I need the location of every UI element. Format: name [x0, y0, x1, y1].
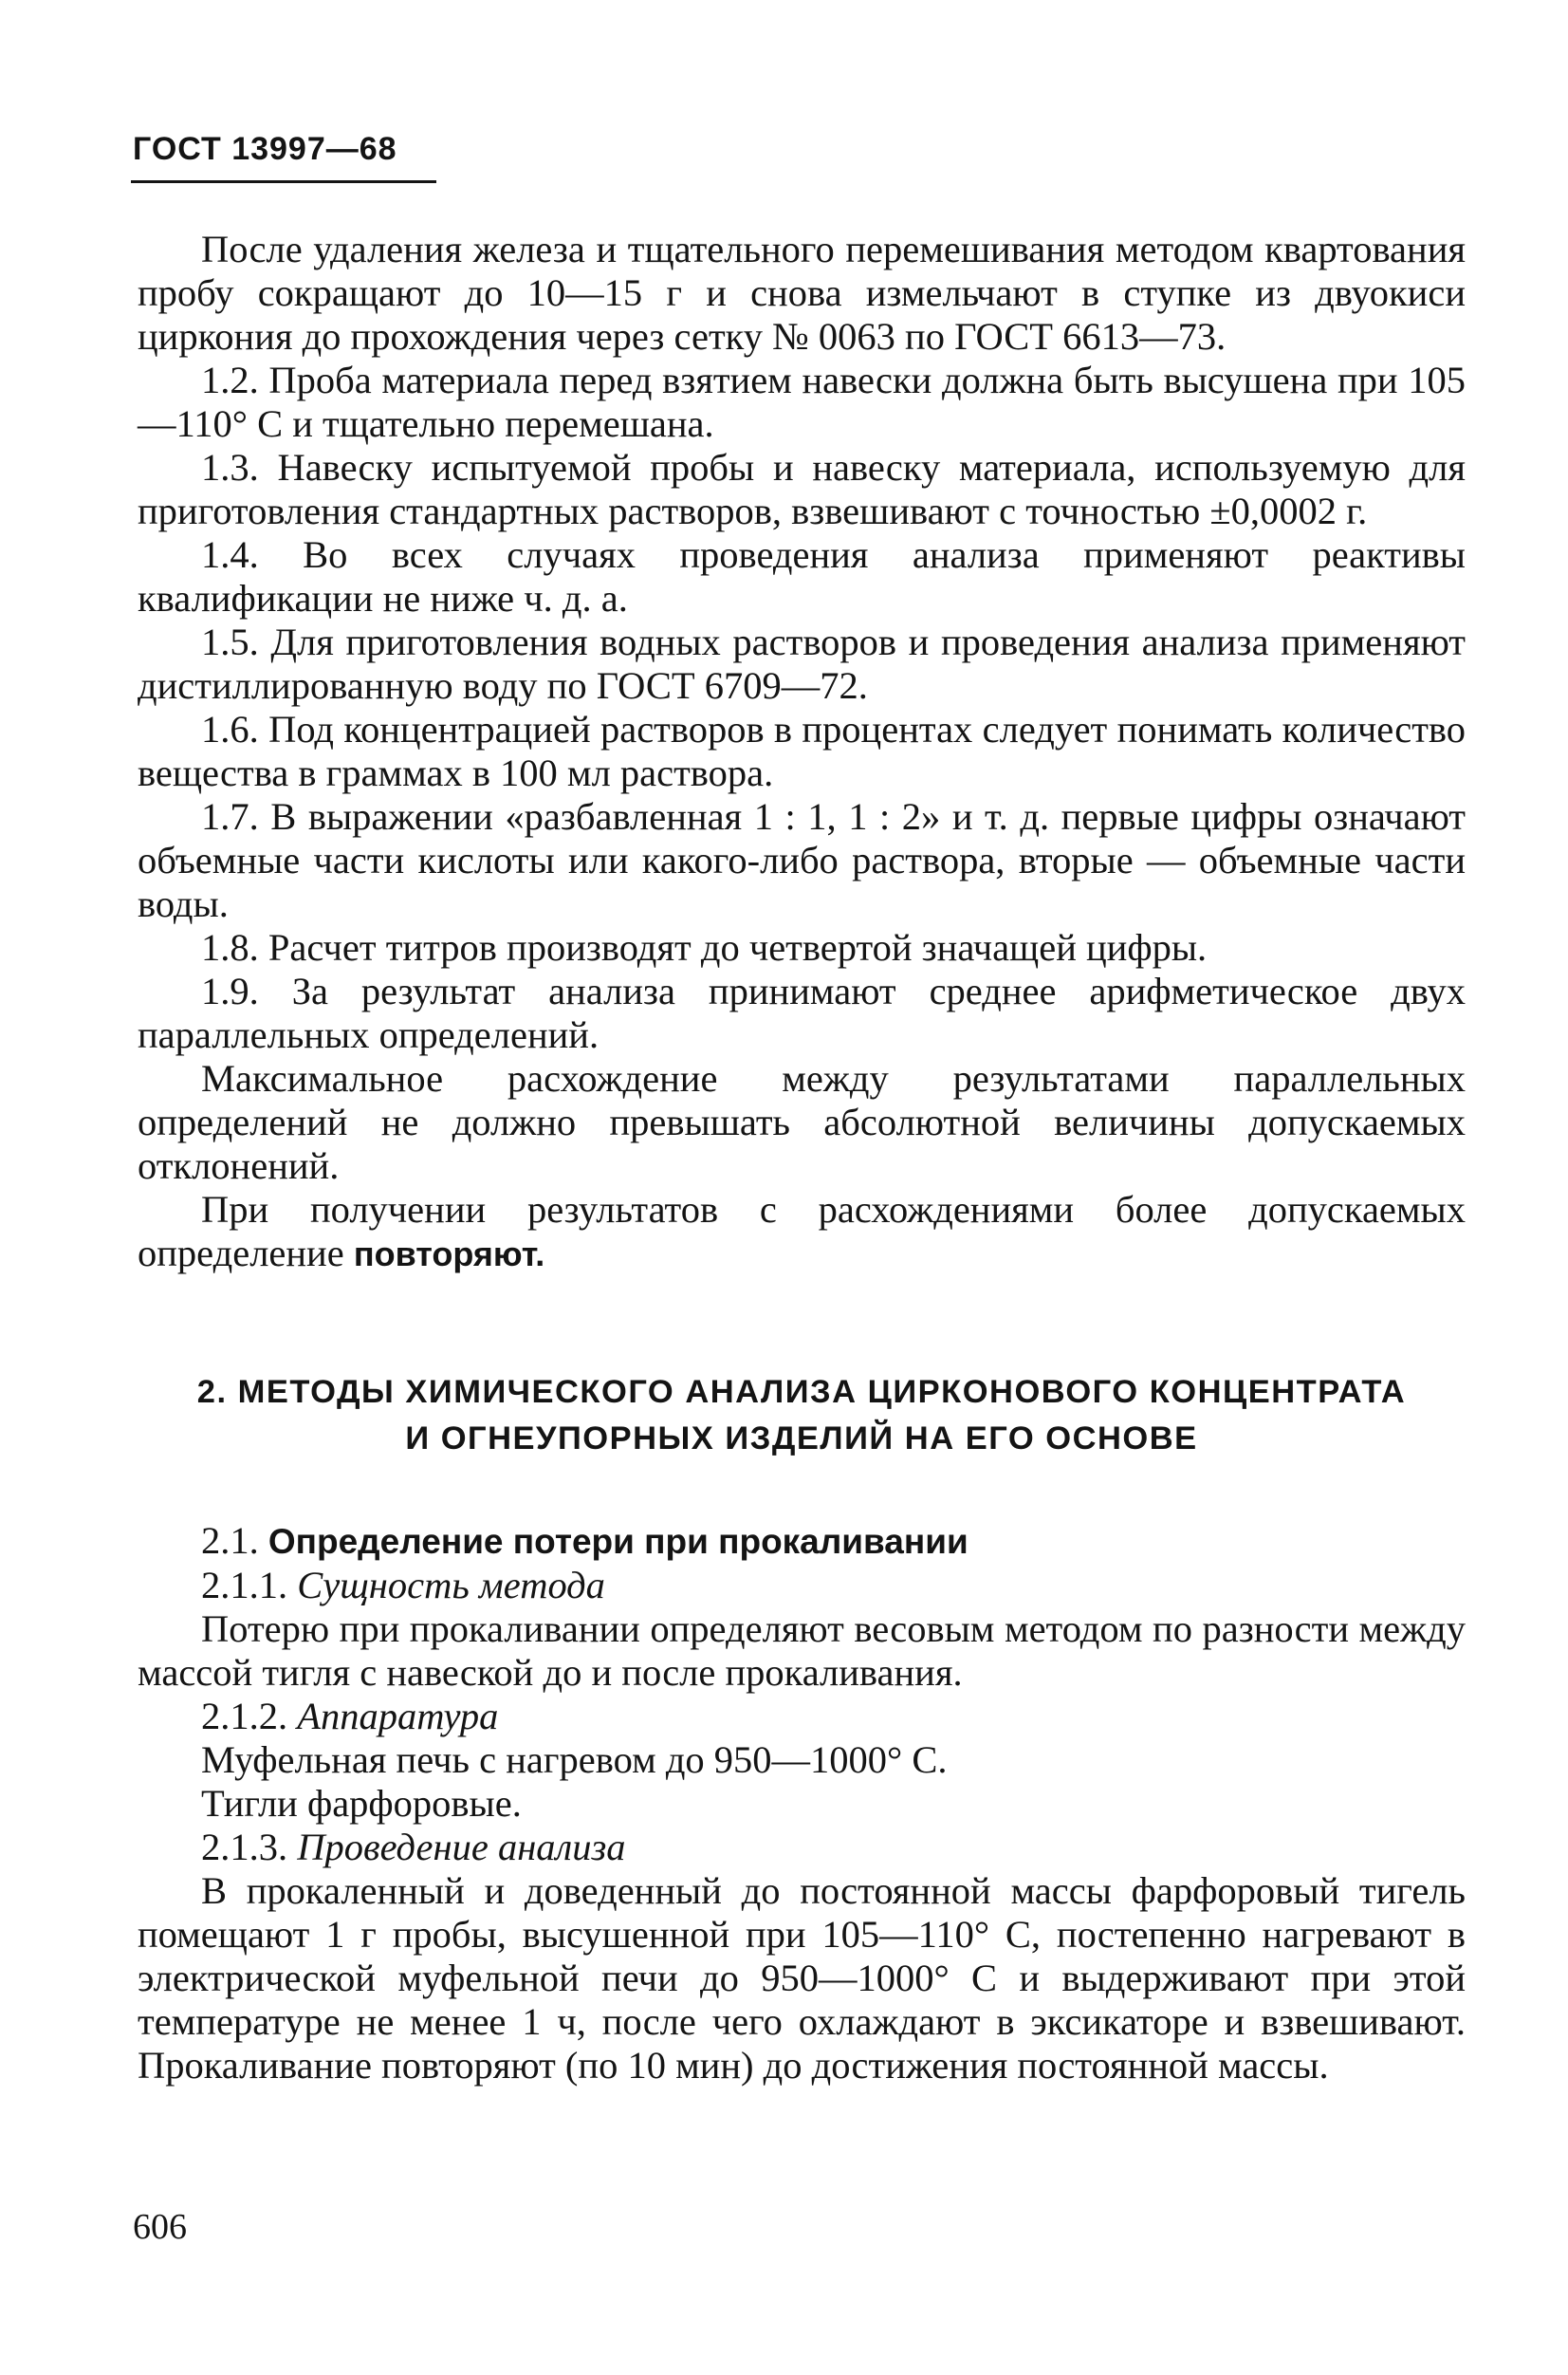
subsection-2-1-number: 2.1. — [201, 1519, 268, 1562]
paragraph-1-9: 1.9. За результат анализа принимают среднее арифметическое двух параллельных определений. — [138, 970, 1466, 1056]
paragraph-1-8: 1.8. Расчет титров производят до четвертой значащей цифры. — [201, 926, 1208, 969]
header-rule — [131, 180, 436, 183]
section-2-title — [138, 1369, 1466, 1462]
paragraph-1-5: 1.5. Для приготовления водных растворов и проведения анализа применяют дистиллированную воду по ГОСТ 6709—72. — [138, 621, 1466, 707]
subsection-2-1-3-title: Проведение анализа — [297, 1826, 626, 1868]
section-2-title-line-1: 2. МЕТОДЫ ХИМИЧЕСКОГО АНАЛИЗА ЦИРКОНОВОГО КОНЦЕНТРАТА — [196, 1374, 1407, 1410]
paragraph-procedure: В прокаленный и доведенный до постоянной массы фарфоровый тигель помещают 1 г пробы, высушенной при 105—110° С, постепенно нагревают в электрической муфельной печи до 950—1000° С и выдерживают при этой температуре не менее 1 ч, после чего охлаждают в эксикаторе и взвешивают. Прокаливание повторяют (по 10 мин) до достижения постоянной массы. — [138, 1869, 1466, 2087]
section-2-title-line-2: И ОГНЕУПОРНЫХ ИЗДЕЛИЙ НА ЕГО ОСНОВЕ — [405, 1420, 1198, 1457]
subsection-2-1-heading — [138, 1519, 1466, 1564]
paragraph-1-4: 1.4. Во всех случаях проведения анализа применяют реактивы квалификации не ниже ч. д. а. — [138, 533, 1466, 620]
page-content — [138, 228, 1466, 2087]
subsection-2-1-2-title: Аппаратура — [297, 1695, 499, 1737]
page-number: 606 — [133, 2207, 187, 2247]
paragraph-1-7: 1.7. В выражении «разбавленная 1 : 1, 1 : 2» и т. д. первые цифры означают объемные части кислоты или какого-либо раствора, вторые — объемные части воды. — [138, 795, 1466, 925]
paragraph-max-deviation: Максимальное расхождение между результатами параллельных определений не должно превышать абсолютной величины допускаемых отклонений. — [138, 1057, 1466, 1187]
subsection-2-1-1-number: 2.1.1. — [201, 1564, 298, 1606]
paragraph-1-2: 1.2. Проба материала перед взятием навески должна быть высушена при 105—110° С и тщательно перемешана. — [138, 359, 1466, 445]
paragraph-intro: После удаления железа и тщательного перемешивания методом квартования пробу сокращают до 10—15 г и снова измельчают в ступке из двуокиси циркония до прохождения через сетку № 0063 по ГОСТ 6613—73. — [138, 228, 1466, 358]
paragraph-1-3: 1.3. Навеску испытуемой пробы и навеску материала, используемую для приготовления стандартных растворов, взвешивают с точностью ±0,0002 г. — [138, 446, 1466, 532]
subsection-2-1-2-heading — [138, 1695, 1466, 1738]
subsection-2-1-title: Определение потери при прокаливании — [267, 1522, 968, 1561]
subsection-2-1-1-heading — [138, 1564, 1466, 1607]
repeat-note-text: При получении результатов с расхождениями более допускаемых определение — [138, 1188, 1466, 1274]
subsection-2-1-2-number: 2.1.2. — [201, 1695, 298, 1737]
document-header: ГОСТ 13997—68 — [133, 131, 397, 167]
subsection-2-1-1-title: Сущность метода — [297, 1564, 605, 1606]
equipment-item: Муфельная печь с нагревом до 950—1000° С. — [201, 1738, 948, 1781]
subsection-2-1-3-heading — [138, 1826, 1466, 1869]
repeat-note-bold: повторяют. — [353, 1234, 545, 1273]
paragraph-essence: Потерю при прокаливании определяют весовым методом по разности между массой тигля с навеской до и после прокаливания. — [138, 1607, 1466, 1694]
paragraph-1-6: 1.6. Под концентрацией растворов в процентах следует понимать количество вещества в граммах в 100 мл раствора. — [138, 708, 1466, 794]
paragraph-repeat-note — [138, 1188, 1466, 1276]
equipment-item: Тигли фарфоровые. — [201, 1782, 522, 1825]
subsection-2-1-3-number: 2.1.3. — [201, 1826, 298, 1868]
